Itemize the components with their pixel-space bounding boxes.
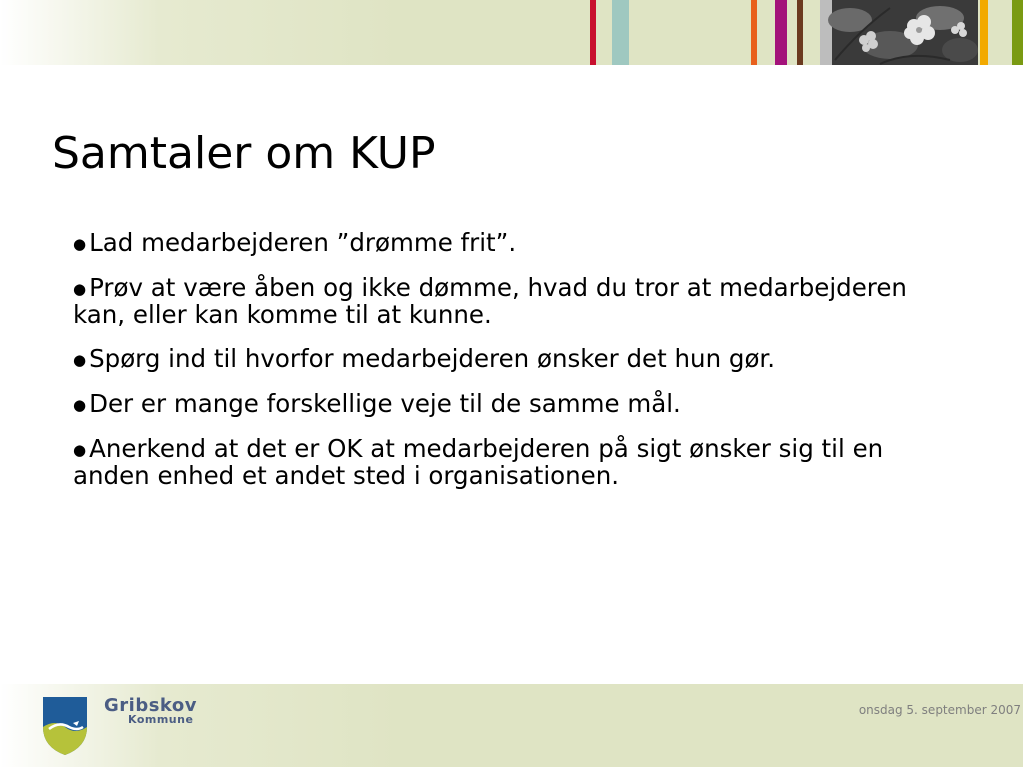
decor-stripe-orange: [751, 0, 757, 65]
logo-subtitle: Kommune: [128, 713, 194, 726]
header-band: [0, 0, 1023, 65]
bullet-item: [73, 391, 963, 418]
decor-stripe-green: [1012, 0, 1023, 65]
bullet-item: [73, 346, 963, 373]
bullet-text: Anerkend at det er OK at medarbejderen på sigt ønsker sig til en anden enhed et andet sted i organisationen.: [73, 434, 884, 490]
bullet-text: Spørg ind til hvorfor medarbejderen ønsker det hun gør.: [89, 344, 776, 373]
bullet-item: [73, 275, 963, 328]
bullet-text: Lad medarbejderen ”drømme frit”.: [89, 228, 517, 257]
decor-stripe-red: [590, 0, 596, 65]
logo-name: Gribskov: [104, 695, 198, 716]
bullet-icon: ●: [73, 235, 87, 253]
bullet-icon: ●: [73, 280, 87, 298]
footer-date: onsdag 5. september 2007: [858, 703, 1021, 717]
decor-stripe-teal: [612, 0, 629, 65]
decor-stripe-yellow: [980, 0, 988, 65]
bullet-item: [73, 230, 963, 257]
bullet-text: Der er mange forskellige veje til de samme mål.: [89, 389, 681, 418]
gribskov-shield-logo: [43, 697, 87, 755]
bullet-text: Prøv at være åben og ikke dømme, hvad du tror at medarbejderen kan, eller kan komme til at kunne.: [73, 273, 907, 329]
bullet-icon: ●: [73, 351, 87, 369]
bullet-icon: ●: [73, 441, 87, 459]
bullet-list: [73, 230, 963, 507]
bullet-icon: ●: [73, 396, 87, 414]
bullet-item: [73, 436, 963, 489]
slide-title: Samtaler om KUP: [52, 128, 436, 179]
flower-photo: [820, 0, 978, 65]
decor-stripe-brown: [797, 0, 803, 65]
decor-stripe-magenta: [775, 0, 787, 65]
